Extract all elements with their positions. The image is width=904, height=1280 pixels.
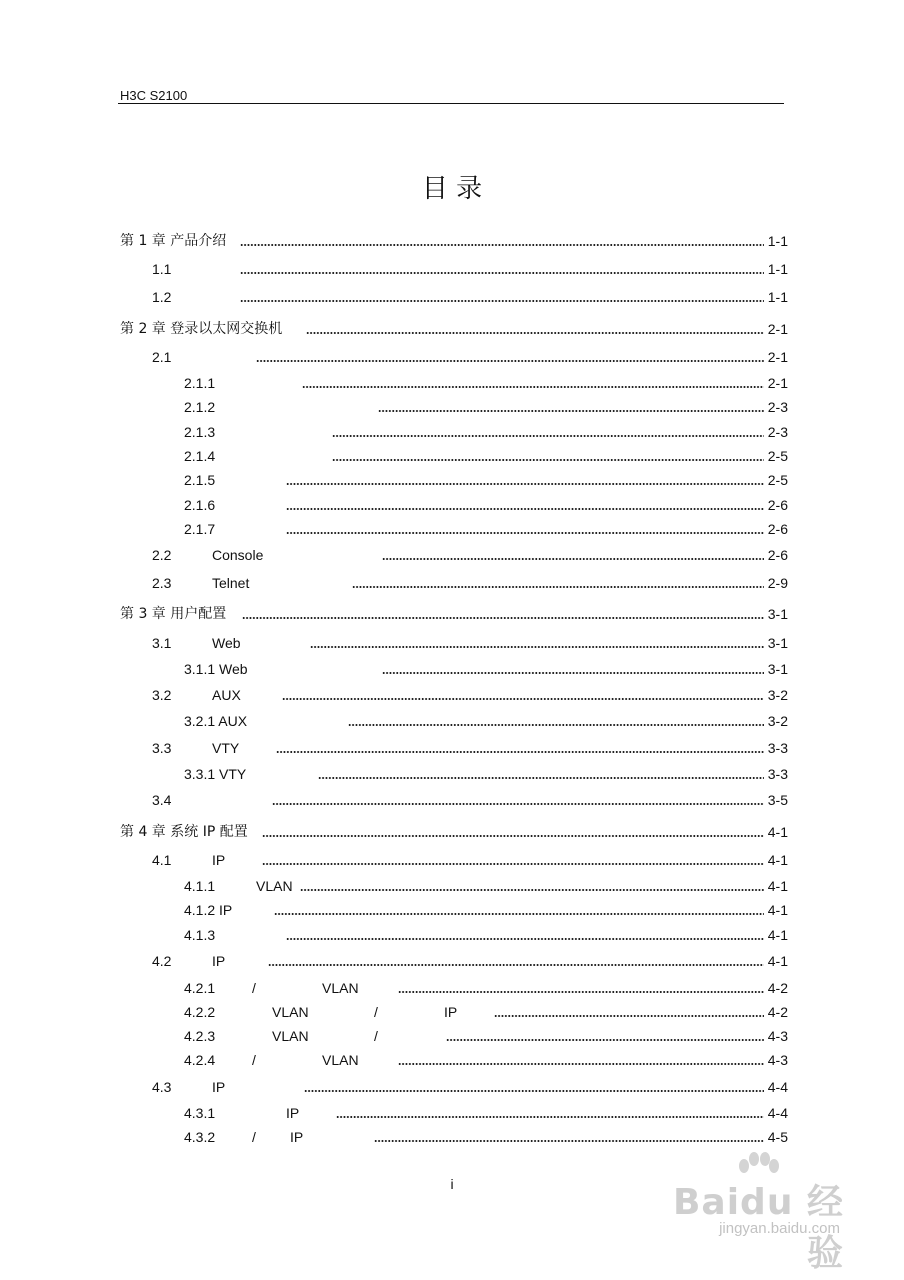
toc-page-number: 3-1	[767, 635, 788, 651]
toc-entry-number: 2.1.1	[184, 375, 216, 391]
toc-page-number: 2-5	[767, 472, 788, 488]
toc-entry-keyword: IP	[444, 1004, 458, 1020]
toc-subsection-4-2-4[interactable]	[184, 1050, 788, 1070]
dot-leader	[378, 397, 764, 417]
toc-entry-number: 4.1.1	[184, 878, 216, 894]
toc-entry-number: 2.1.3	[184, 424, 216, 440]
toc-entry-number: 2.1.5	[184, 472, 216, 488]
toc-page-number: 4-3	[767, 1028, 788, 1044]
toc-page-number: 4-2	[767, 1004, 788, 1020]
toc-page-number: 2-3	[767, 424, 788, 440]
toc-entry-number: 4.2.1	[184, 980, 216, 996]
toc-entry-number: 3.4	[152, 792, 172, 808]
toc-chapter-3[interactable]	[120, 604, 788, 624]
toc-entry-number: 4.1.3	[184, 927, 216, 943]
toc-section-1-1[interactable]	[152, 259, 788, 279]
toc-section-1-2[interactable]	[152, 287, 788, 307]
toc-page-number: 3-3	[767, 740, 788, 756]
toc-page-number: 3-2	[767, 713, 788, 729]
toc-section-3-4[interactable]	[152, 790, 788, 810]
page-number: i	[450, 1176, 454, 1192]
toc-entry-slash: /	[252, 980, 256, 996]
toc-page-number: 1-1	[767, 289, 788, 305]
toc-entry-keyword: VTY	[212, 740, 240, 756]
toc-subsection-2-1-6[interactable]	[184, 495, 788, 515]
dot-leader	[282, 685, 764, 705]
toc-page-number: 4-1	[767, 902, 788, 918]
toc-entry-number: 2.1.4	[184, 448, 216, 464]
toc-page-number: 2-6	[767, 497, 788, 513]
toc-subsection-2-1-7[interactable]	[184, 519, 788, 539]
toc-subsection-2-1-4[interactable]	[184, 446, 788, 466]
toc-page-number: 2-9	[767, 575, 788, 591]
toc-page-number: 4-4	[767, 1105, 788, 1121]
toc-section-2-1[interactable]	[152, 347, 788, 367]
toc-page-number: 2-1	[767, 349, 788, 365]
toc-section-4-2[interactable]	[152, 951, 788, 971]
toc-subsection-2-1-5[interactable]	[184, 470, 788, 490]
dot-leader	[306, 319, 764, 339]
dot-leader	[332, 422, 764, 442]
toc-entry-number: 2.1.7	[184, 521, 216, 537]
toc-subsection-3-2-1[interactable]	[184, 711, 788, 731]
toc-entry-number: 4.3.2	[184, 1129, 216, 1145]
toc-subsection-2-1-2[interactable]	[184, 397, 788, 417]
dot-leader	[276, 738, 764, 758]
toc-page-number: 3-5	[767, 792, 788, 808]
toc-entry-number: 4.3	[152, 1079, 172, 1095]
page-title: 目 录	[421, 174, 483, 204]
toc-entry-keyword: IP	[290, 1129, 304, 1145]
toc-entry-number: 3.2.1 AUX	[184, 713, 248, 729]
toc-subsection-4-1-1[interactable]	[184, 876, 788, 896]
toc-entry-keyword: VLAN	[322, 1052, 359, 1068]
baidu-watermark	[654, 1152, 844, 1274]
toc-entry-number: 4.1	[152, 852, 172, 868]
toc-subsection-4-1-3[interactable]	[184, 925, 788, 945]
dot-leader	[256, 347, 764, 367]
toc-entry-label: 第 2 章 登录以太网交换机	[120, 321, 283, 337]
watermark-url: jingyan.baidu.com	[719, 1220, 840, 1237]
toc-page-number: 4-1	[767, 927, 788, 943]
watermark-brand: Baidu 经验	[672, 1182, 844, 1274]
toc-entry-number: 3.2	[152, 687, 172, 703]
dot-leader	[262, 850, 764, 870]
dot-leader	[310, 633, 764, 653]
toc-entry-keyword: VLAN	[256, 878, 293, 894]
toc-entry-number: 1.1	[152, 261, 172, 277]
toc-entry-keyword: IP	[212, 953, 226, 969]
toc-page-number: 4-4	[767, 1079, 788, 1095]
toc-subsection-4-2-2[interactable]	[184, 1002, 788, 1022]
toc-entry-keyword: AUX	[212, 687, 241, 703]
toc-entry-number: 4.2	[152, 953, 172, 969]
toc-subsection-2-1-3[interactable]	[184, 422, 788, 442]
toc-entry-number: 2.3	[152, 575, 172, 591]
dot-leader	[352, 573, 764, 593]
toc-entry-slash: /	[252, 1052, 256, 1068]
dot-leader	[240, 231, 764, 251]
toc-entry-number: 3.1	[152, 635, 172, 651]
toc-page-number: 4-1	[767, 824, 788, 840]
dot-leader	[398, 1050, 764, 1070]
toc-section-2-3[interactable]	[152, 573, 788, 593]
toc-page-number: 3-1	[767, 661, 788, 677]
dot-leader	[300, 876, 764, 896]
dot-leader	[494, 1002, 764, 1022]
dot-leader	[242, 604, 764, 624]
toc-section-3-2[interactable]	[152, 685, 788, 705]
dot-leader	[286, 495, 764, 515]
toc-entry-slash: /	[374, 1004, 378, 1020]
toc-subsection-4-3-1[interactable]	[184, 1103, 788, 1123]
toc-entry-number: 2.1.2	[184, 399, 216, 415]
toc-entry-number: 3.3	[152, 740, 172, 756]
toc-section-3-1[interactable]	[152, 633, 788, 653]
toc-page-number: 2-5	[767, 448, 788, 464]
dot-leader	[286, 519, 764, 539]
toc-entry-number: 3.3.1 VTY	[184, 766, 247, 782]
toc-page-number: 1-1	[767, 261, 788, 277]
dot-leader	[382, 545, 764, 565]
toc-entry-keyword: VLAN	[272, 1004, 309, 1020]
dot-leader	[374, 1127, 764, 1147]
toc-page-number: 4-5	[767, 1129, 788, 1145]
dot-leader	[302, 373, 764, 393]
toc-entry-slash: /	[374, 1028, 378, 1044]
dot-leader	[240, 259, 764, 279]
toc-subsection-2-1-1[interactable]	[184, 373, 788, 393]
toc-page-number: 2-6	[767, 547, 788, 563]
toc-subsection-4-2-3[interactable]	[184, 1026, 788, 1046]
dot-leader	[240, 287, 764, 307]
toc-page-number: 1-1	[767, 233, 788, 249]
toc-entry-keyword: Telnet	[212, 575, 250, 591]
toc-chapter-4[interactable]	[120, 822, 788, 842]
toc-page-number: 3-2	[767, 687, 788, 703]
toc-subsection-4-3-2[interactable]	[184, 1127, 788, 1147]
toc-entry-number: 4.3.1	[184, 1105, 216, 1121]
toc-chapter-2[interactable]	[120, 319, 788, 339]
toc-entry-number: 2.1.6	[184, 497, 216, 513]
toc-entry-label: 第 3 章 用户配置	[120, 606, 227, 622]
toc-entry-number: 2.2	[152, 547, 172, 563]
dot-leader	[272, 790, 764, 810]
dot-leader	[348, 711, 764, 731]
dot-leader	[268, 951, 764, 971]
toc-entry-keyword: Web	[212, 635, 241, 651]
toc-entry-number: 4.1.2 IP	[184, 902, 233, 918]
toc-entry-number: 4.2.4	[184, 1052, 216, 1068]
toc-subsection-3-3-1[interactable]	[184, 764, 788, 784]
dot-leader	[398, 978, 764, 998]
toc-entry-keyword: IP	[212, 852, 226, 868]
dot-leader	[336, 1103, 764, 1123]
dot-leader	[332, 446, 764, 466]
toc-page-number: 4-1	[767, 878, 788, 894]
toc-entry-keyword: IP	[212, 1079, 226, 1095]
dot-leader	[286, 470, 764, 490]
toc-page-number: 2-1	[767, 321, 788, 337]
dot-leader	[446, 1026, 764, 1046]
toc-subsection-4-1-2[interactable]	[184, 900, 788, 920]
toc-page-number: 4-1	[767, 852, 788, 868]
toc-page-number: 4-3	[767, 1052, 788, 1068]
toc-entry-number: 4.2.2	[184, 1004, 216, 1020]
toc-section-2-2[interactable]	[152, 545, 788, 565]
dot-leader	[286, 925, 764, 945]
toc-subsection-3-1-1[interactable]	[184, 659, 788, 679]
dot-leader	[318, 764, 764, 784]
toc-entry-keyword: IP	[286, 1105, 300, 1121]
toc-entry-keyword: Console	[212, 547, 264, 563]
toc-entry-number: 1.2	[152, 289, 172, 305]
toc-chapter-1[interactable]	[120, 231, 788, 251]
toc-entry-number: 3.1.1 Web	[184, 661, 248, 677]
toc-entry-keyword: VLAN	[322, 980, 359, 996]
toc-page-number: 3-3	[767, 766, 788, 782]
dot-leader	[262, 822, 764, 842]
toc-entry-slash: /	[252, 1129, 256, 1145]
toc-page-number: 2-3	[767, 399, 788, 415]
running-header: H3C S2100	[120, 88, 188, 103]
toc-page-number: 4-1	[767, 953, 788, 969]
toc-page-number: 2-1	[767, 375, 788, 391]
toc-entry-number: 2.1	[152, 349, 172, 365]
toc-entry-label: 第 4 章 系统 IP 配置	[120, 824, 248, 840]
toc-entry-keyword: VLAN	[272, 1028, 309, 1044]
toc-section-4-1[interactable]	[152, 850, 788, 870]
toc-page-number: 2-6	[767, 521, 788, 537]
dot-leader	[304, 1077, 764, 1097]
dot-leader	[274, 900, 764, 920]
toc-entry-label: 第 1 章 产品介绍	[120, 233, 227, 249]
toc-page-number: 4-2	[767, 980, 788, 996]
dot-leader	[382, 659, 764, 679]
toc-page-number: 3-1	[767, 606, 788, 622]
toc-section-4-3[interactable]	[152, 1077, 788, 1097]
toc-section-3-3[interactable]	[152, 738, 788, 758]
toc-subsection-4-2-1[interactable]	[184, 978, 788, 998]
toc-entry-number: 4.2.3	[184, 1028, 216, 1044]
